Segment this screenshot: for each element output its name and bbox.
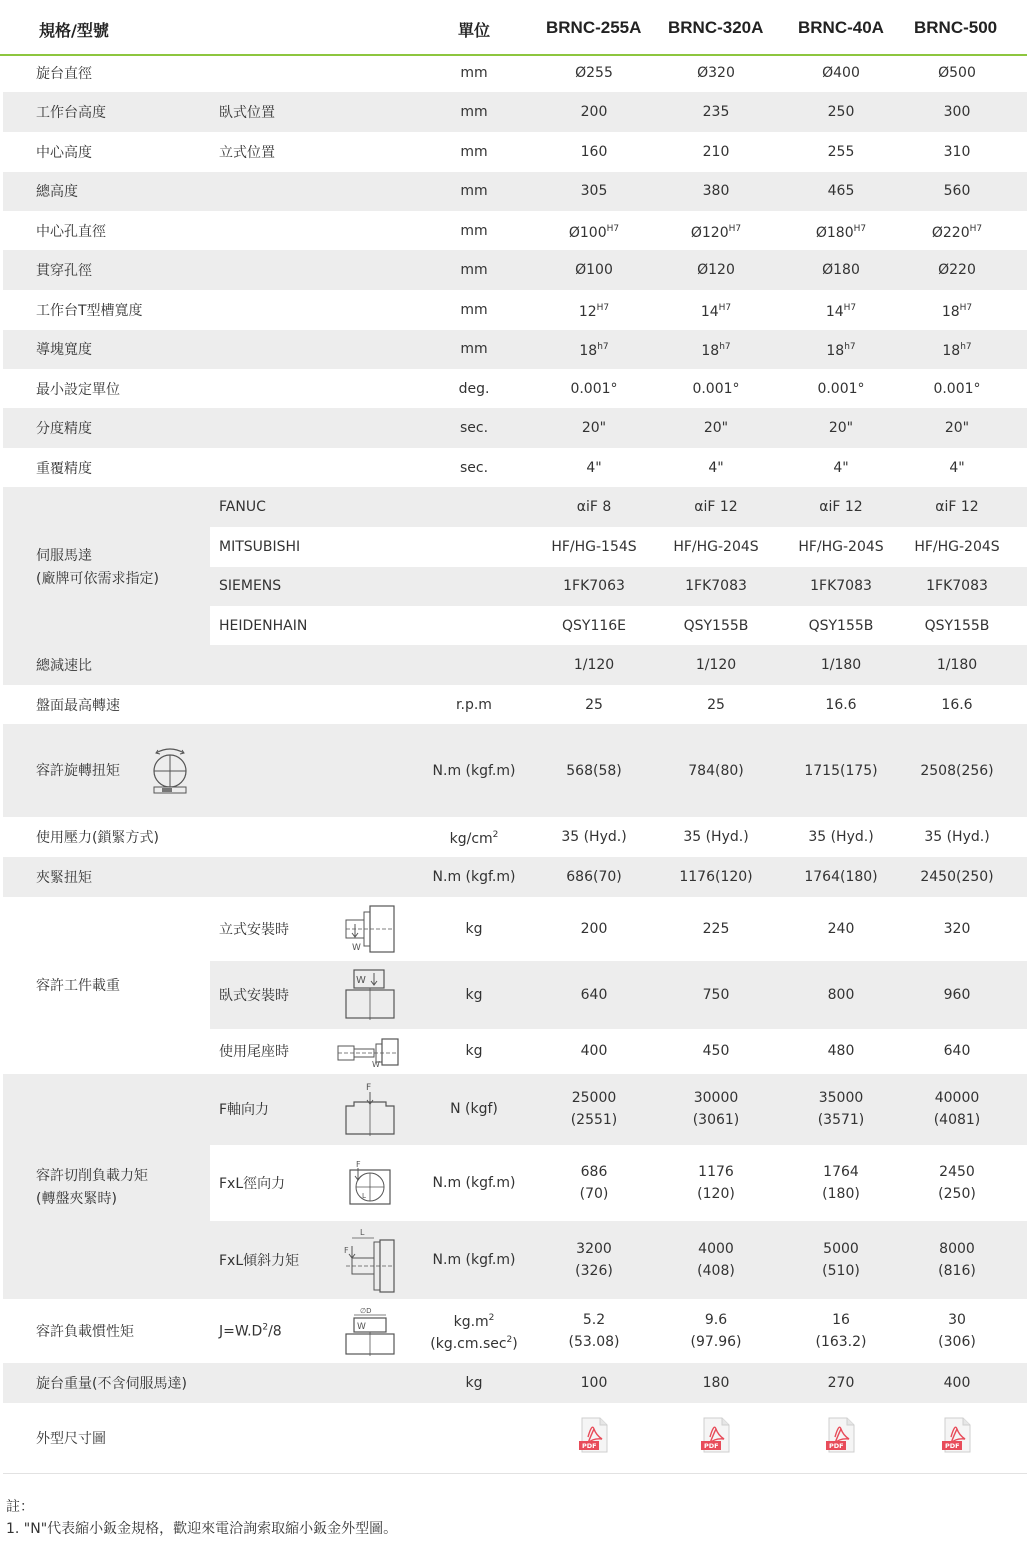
value-cell: Ø500	[938, 65, 976, 81]
svg-text:PDF: PDF	[704, 1442, 719, 1450]
svg-text:W: W	[372, 1060, 380, 1068]
value-cell: 0.001°	[692, 381, 740, 397]
value-cell: 20"	[828, 420, 854, 436]
value-cell: 0.001°	[570, 381, 618, 397]
servo-brand-mitsubishi: MITSUBISHI	[219, 539, 301, 555]
value-cell: 35000	[818, 1090, 864, 1106]
table-row	[3, 54, 1027, 92]
row-label: 貫穿孔徑	[36, 263, 92, 279]
value-cell: Ø220	[938, 262, 976, 278]
value-cell: 2508(256)	[920, 763, 994, 779]
value-cell: 4"	[949, 460, 965, 476]
value-cell: $14^{H7}$	[700, 303, 732, 320]
value-cell: 200	[580, 104, 608, 120]
value-cell: 305	[580, 183, 608, 199]
tilt-moment-diagram-icon	[340, 1226, 396, 1294]
value-cell: 35 (Hyd.)	[561, 829, 627, 845]
table-row	[3, 645, 1027, 685]
value-cell: 8000	[939, 1241, 975, 1257]
svg-text:PDF: PDF	[945, 1442, 960, 1450]
table-row	[3, 290, 1027, 330]
table-row	[3, 685, 1027, 724]
row-unit: mm	[460, 341, 488, 357]
row-sublabel: 立式位置	[219, 145, 275, 161]
row-unit: mm	[460, 183, 488, 199]
value-cell: (163.2)	[815, 1334, 867, 1350]
value-cell: 1764(180)	[804, 869, 878, 885]
table-row	[210, 961, 1027, 1029]
value-cell: 560	[943, 183, 971, 199]
table-row	[210, 1074, 1027, 1145]
value-cell: HF/HG-204S	[798, 539, 884, 555]
value-cell: 200	[580, 921, 608, 937]
tailstock-diagram-icon	[336, 1036, 402, 1068]
row-label: 容許旋轉扭矩	[36, 763, 120, 779]
value-cell: Ø100	[575, 262, 613, 278]
row-sublabel: 臥式位置	[219, 105, 275, 121]
row-unit: sec.	[459, 460, 489, 476]
row-label: 工作台高度	[36, 105, 106, 121]
row-label: 外型尺寸圖	[36, 1431, 106, 1447]
radial-force-diagram-icon	[348, 1158, 394, 1208]
value-cell: QSY116E	[561, 618, 627, 634]
value-cell: 1176(120)	[679, 869, 753, 885]
value-cell: 2450	[939, 1164, 975, 1180]
load-tailstock-label: 使用尾座時	[219, 1044, 289, 1060]
tilt-moment-label: FxL傾斜力矩	[219, 1253, 300, 1269]
value-cell: 40000	[934, 1090, 980, 1106]
value-cell: 225	[702, 921, 730, 937]
servo-brand-heidenhain: HEIDENHAIN	[219, 618, 308, 634]
row-unit: r.p.m	[456, 697, 492, 713]
value-cell: 20"	[581, 420, 607, 436]
load-vertical-label: 立式安裝時	[219, 922, 289, 938]
value-cell: Ø400	[822, 65, 860, 81]
row-unit: N.m (kgf.m)	[432, 763, 516, 779]
value-cell: 210	[702, 144, 730, 160]
unit-header: 單位	[458, 21, 491, 40]
value-cell: 160	[580, 144, 608, 160]
table-row	[210, 1145, 1027, 1221]
table-row	[3, 448, 1027, 487]
axial-force-diagram-icon	[344, 1080, 396, 1136]
table-row	[3, 408, 1027, 448]
value-cell: $18^{h7}$	[826, 342, 856, 359]
value-cell: αiF 12	[935, 499, 979, 515]
table-row	[3, 250, 1027, 290]
servo-brand-fanuc: FANUC	[219, 499, 266, 515]
servo-group-cell	[3, 487, 210, 645]
value-cell: $Ø100^{H7}$	[568, 224, 620, 241]
value-cell: $14^{H7}$	[825, 303, 857, 320]
row-unit: mm	[460, 65, 488, 81]
row-unit: mm	[460, 302, 488, 318]
load-label: 容許工件載重	[36, 978, 120, 994]
value-cell: 180	[702, 1375, 730, 1391]
servo-brand-siemens: SIEMENS	[219, 578, 282, 594]
value-cell: 0.001°	[933, 381, 981, 397]
value-cell: 568(58)	[566, 763, 622, 779]
value-cell: (2551)	[570, 1112, 618, 1128]
value-cell: 1715(175)	[804, 763, 878, 779]
value-cell: 1/180	[820, 657, 862, 673]
load-horizontal-label: 臥式安裝時	[219, 988, 289, 1004]
value-cell: $Ø220^{H7}$	[931, 224, 983, 241]
value-cell: QSY155B	[683, 618, 749, 634]
value-cell: 4000	[698, 1241, 734, 1257]
value-cell: 4"	[833, 460, 849, 476]
row-label: 夾緊扭矩	[36, 870, 92, 886]
vertical-mount-diagram-icon	[344, 904, 396, 954]
axial-force-label: F軸向力	[219, 1102, 270, 1118]
value-cell: 1FK7083	[926, 578, 988, 594]
inertia-formula: $J=W.D^2/8$	[219, 1322, 282, 1340]
value-cell: 25000	[571, 1090, 617, 1106]
row-label: 總高度	[36, 184, 78, 200]
model-header-3: BRNC-40A	[798, 18, 884, 37]
value-cell: 400	[943, 1375, 971, 1391]
value-cell: (816)	[938, 1263, 976, 1279]
value-cell: $18^{h7}$	[701, 342, 731, 359]
svg-text:∅D: ∅D	[360, 1307, 372, 1315]
svg-text:L: L	[362, 1192, 366, 1200]
value-cell: 800	[827, 987, 855, 1003]
value-cell: 30000	[693, 1090, 739, 1106]
value-cell: $18^{h7}$	[942, 342, 972, 359]
value-cell: 255	[827, 144, 855, 160]
horizontal-mount-diagram-icon	[344, 968, 396, 1022]
value-cell: (120)	[697, 1186, 735, 1202]
table-header	[0, 0, 1027, 56]
value-cell: (306)	[938, 1334, 976, 1350]
pdf-download-icon[interactable]	[826, 1417, 856, 1453]
value-cell: $Ø180^{H7}$	[815, 224, 867, 241]
model-header-2: BRNC-320A	[668, 18, 764, 37]
svg-text:F: F	[366, 1083, 372, 1093]
notes-line: 1. "N"代表縮小鈑金規格，歡迎來電洽詢索取縮小鈑金外型圖。	[6, 1521, 398, 1537]
value-cell: Ø320	[697, 65, 735, 81]
table-row	[3, 211, 1027, 250]
table-row	[3, 369, 1027, 408]
row-unit: N.m (kgf.m)	[432, 1252, 516, 1268]
value-cell: 1FK7063	[563, 578, 625, 594]
value-cell: 640	[943, 1043, 971, 1059]
row-unit: N.m (kgf.m)	[432, 869, 516, 885]
row-unit: sec.	[459, 420, 489, 436]
value-cell: αiF 12	[819, 499, 863, 515]
value-cell: (510)	[822, 1263, 860, 1279]
value-cell: (3061)	[692, 1112, 740, 1128]
radial-force-label: FxL徑向力	[219, 1176, 286, 1192]
value-cell: 1/120	[573, 657, 615, 673]
value-cell: 2450(250)	[920, 869, 994, 885]
value-cell: $18^{h7}$	[579, 342, 609, 359]
value-cell: 750	[702, 987, 730, 1003]
value-cell: $18^{H7}$	[941, 303, 973, 320]
value-cell: (70)	[579, 1186, 609, 1202]
value-cell: 35 (Hyd.)	[924, 829, 990, 845]
value-cell: 300	[943, 104, 971, 120]
value-cell: 784(80)	[688, 763, 744, 779]
value-cell: 450	[702, 1043, 730, 1059]
pdf-download-icon[interactable]	[942, 1417, 972, 1453]
row-label: 分度精度	[36, 421, 92, 437]
value-cell: 1FK7083	[810, 578, 872, 594]
value-cell: Ø180	[822, 262, 860, 278]
value-cell: QSY155B	[924, 618, 990, 634]
value-cell: 480	[827, 1043, 855, 1059]
value-cell: QSY155B	[808, 618, 874, 634]
row-unit: kg	[465, 1375, 483, 1391]
table-row	[210, 897, 1027, 961]
value-cell: Ø120	[697, 262, 735, 278]
svg-text:PDF: PDF	[582, 1442, 597, 1450]
value-cell: Ø255	[575, 65, 613, 81]
row-label: 工作台T型槽寬度	[36, 303, 143, 319]
row-unit: mm	[460, 223, 488, 239]
value-cell: 1764	[823, 1164, 859, 1180]
value-cell: 310	[943, 144, 971, 160]
value-cell: 30	[948, 1312, 966, 1328]
row-label: 中心高度	[36, 145, 92, 161]
cutting-label-note: (轉盤夾緊時)	[36, 1191, 117, 1207]
row-unit: kg	[465, 1043, 483, 1059]
model-header-1: BRNC-255A	[546, 18, 642, 37]
row-unit-secondary: $(kg.cm.\sec^2)$	[430, 1335, 518, 1352]
table-row	[3, 172, 1027, 211]
value-cell: 1176	[698, 1164, 734, 1180]
table-row	[210, 1221, 1027, 1299]
value-cell: 320	[943, 921, 971, 937]
svg-text:F: F	[356, 1160, 361, 1169]
row-unit: N (kgf)	[450, 1101, 498, 1117]
row-label: 使用壓力(鎖緊方式)	[36, 830, 159, 846]
row-unit: $kg.m^2$	[453, 1313, 495, 1330]
value-cell: 100	[580, 1375, 608, 1391]
value-cell: αiF 8	[576, 499, 612, 515]
svg-text:W: W	[357, 1322, 366, 1332]
inertia-diagram-icon	[344, 1304, 396, 1356]
row-label: 盤面最高轉速	[36, 698, 120, 714]
value-cell: 1/180	[936, 657, 978, 673]
row-unit: N.m (kgf.m)	[432, 1175, 516, 1191]
value-cell: 16.6	[825, 697, 857, 713]
value-cell: 380	[702, 183, 730, 199]
cutting-group-cell	[3, 1074, 210, 1299]
value-cell: 25	[707, 697, 725, 713]
value-cell: 1/120	[695, 657, 737, 673]
row-label: 總減速比	[36, 658, 92, 674]
row-label: 最小設定單位	[36, 382, 120, 398]
notes-title: 註：	[6, 1499, 34, 1515]
value-cell: (3571)	[817, 1112, 865, 1128]
row-unit: mm	[460, 104, 488, 120]
value-cell: 20"	[703, 420, 729, 436]
value-cell: (326)	[575, 1263, 613, 1279]
value-cell: 20"	[944, 420, 970, 436]
value-cell: (53.08)	[568, 1334, 620, 1350]
value-cell: (97.96)	[690, 1334, 742, 1350]
row-unit: mm	[460, 144, 488, 160]
value-cell: (180)	[822, 1186, 860, 1202]
table-row	[210, 1029, 1027, 1074]
value-cell: 5.2	[582, 1312, 606, 1328]
pdf-download-icon[interactable]	[701, 1417, 731, 1453]
value-cell: $Ø120^{H7}$	[690, 224, 742, 241]
row-unit: $kg/cm^2$	[449, 830, 499, 847]
value-cell: 5000	[823, 1241, 859, 1257]
value-cell: αiF 12	[694, 499, 738, 515]
row-label: 中心孔直徑	[36, 224, 106, 240]
value-cell: 3200	[576, 1241, 612, 1257]
value-cell: 235	[702, 104, 730, 120]
value-cell: $12^{H7}$	[578, 303, 610, 320]
svg-text:W: W	[352, 943, 361, 953]
value-cell: 250	[827, 104, 855, 120]
value-cell: 686	[580, 1164, 608, 1180]
value-cell: 16.6	[941, 697, 973, 713]
value-cell: 4"	[586, 460, 602, 476]
value-cell: 270	[827, 1375, 855, 1391]
svg-text:F: F	[344, 1246, 349, 1255]
value-cell: 9.6	[704, 1312, 728, 1328]
value-cell: 465	[827, 183, 855, 199]
row-unit: kg	[465, 921, 483, 937]
servo-label: 伺服馬達	[36, 548, 92, 564]
value-cell: (4081)	[933, 1112, 981, 1128]
table-row	[3, 132, 1027, 172]
value-cell: HF/HG-204S	[673, 539, 759, 555]
row-label: 旋台直徑	[36, 66, 92, 82]
value-cell: 686(70)	[566, 869, 622, 885]
value-cell: 400	[580, 1043, 608, 1059]
model-header-4: BRNC-500	[914, 18, 998, 37]
pdf-download-icon[interactable]	[579, 1417, 609, 1453]
servo-label-note: (廠牌可依需求指定)	[36, 571, 159, 587]
rotary-torque-diagram-icon	[146, 744, 194, 798]
table-row	[3, 92, 1027, 132]
row-label: 重覆精度	[36, 461, 92, 477]
value-cell: HF/HG-154S	[551, 539, 637, 555]
value-cell: 240	[827, 921, 855, 937]
value-cell: 35 (Hyd.)	[808, 829, 874, 845]
value-cell: 0.001°	[817, 381, 865, 397]
value-cell: 960	[943, 987, 971, 1003]
row-unit: kg	[465, 987, 483, 1003]
svg-text:PDF: PDF	[829, 1442, 844, 1450]
row-label: 旋台重量(不含伺服馬達)	[36, 1376, 187, 1392]
cutting-label: 容許切削負載力矩	[36, 1168, 148, 1184]
value-cell: (408)	[697, 1263, 735, 1279]
table-row	[210, 487, 1027, 527]
row-label: 導塊寬度	[36, 342, 92, 358]
value-cell: 640	[580, 987, 608, 1003]
value-cell: 4"	[708, 460, 724, 476]
svg-text:L: L	[360, 1228, 365, 1237]
spec-header: 規格/型號	[39, 21, 109, 40]
svg-text:W: W	[356, 975, 366, 986]
row-label: 容許負載慣性矩	[36, 1324, 134, 1340]
row-unit: deg.	[458, 381, 490, 397]
value-cell: 16	[832, 1312, 850, 1328]
value-cell: 25	[585, 697, 603, 713]
value-cell: HF/HG-204S	[914, 539, 1000, 555]
value-cell: 1FK7083	[685, 578, 747, 594]
value-cell: (250)	[938, 1186, 976, 1202]
table-row	[3, 330, 1027, 369]
value-cell: 35 (Hyd.)	[683, 829, 749, 845]
row-unit: mm	[460, 262, 488, 278]
table-row	[3, 1403, 1027, 1474]
